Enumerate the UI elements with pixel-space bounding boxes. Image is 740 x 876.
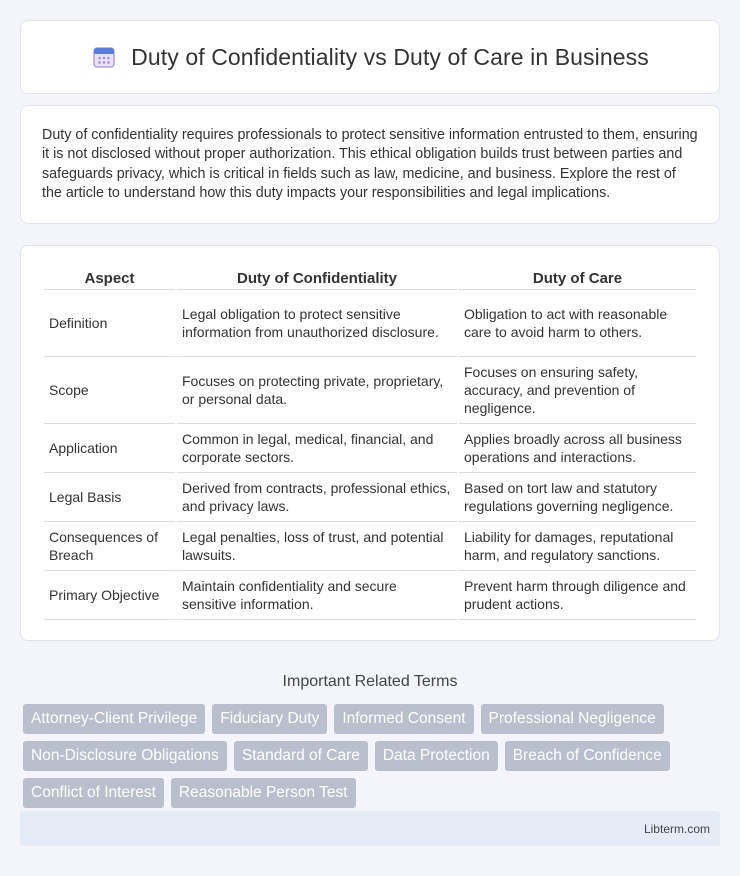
cell-aspect: Consequences of Breach	[44, 522, 175, 571]
related-terms-list	[20, 704, 720, 808]
cell-aspect: Definition	[44, 290, 175, 357]
cell-care: Focuses on ensuring safety, accuracy, and prevention of negligence.	[459, 357, 696, 424]
table-row	[44, 473, 696, 522]
cell-confidentiality: Legal penalties, loss of trust, and potential lawsuits.	[177, 522, 457, 571]
term-tag[interactable]: Conflict of Interest	[23, 778, 164, 808]
term-tag[interactable]: Data Protection	[375, 741, 498, 771]
cell-confidentiality: Common in legal, medical, financial, and corporate sectors.	[177, 424, 457, 473]
table-row	[44, 522, 696, 571]
intro-text: Duty of confidentiality requires professionals to protect sensitive information entrusted to them, ensuring it is not disclosed without proper authorization. This ethical obligation builds trust between parties and safeguards privacy, which is critical in fields such as law, medicine, and business. Explore the rest of the article to understand how this duty impacts your responsibilities and legal implications.	[42, 127, 698, 202]
term-tag[interactable]: Standard of Care	[234, 741, 368, 771]
footer	[20, 811, 720, 846]
table-row	[44, 290, 696, 357]
header-care: Duty of Care	[459, 266, 696, 290]
calendar-icon	[91, 44, 117, 70]
cell-care: Liability for damages, reputational harm, and regulatory sanctions.	[459, 522, 696, 571]
cell-aspect: Application	[44, 424, 175, 473]
intro-card	[20, 105, 720, 224]
table-header-row	[44, 266, 696, 290]
cell-confidentiality: Focuses on protecting private, proprietary, or personal data.	[177, 357, 457, 424]
header-confidentiality: Duty of Confidentiality	[177, 266, 457, 290]
term-tag[interactable]: Informed Consent	[334, 704, 473, 734]
header-card	[20, 20, 720, 94]
footer-brand-link[interactable]: Libterm.com	[643, 821, 710, 836]
table-row	[44, 571, 696, 620]
comparison-card	[20, 245, 720, 641]
cell-aspect: Legal Basis	[44, 473, 175, 522]
page-title: Duty of Confidentiality vs Duty of Care in Business	[131, 43, 649, 70]
term-tag[interactable]: Reasonable Person Test	[171, 778, 356, 808]
cell-aspect: Scope	[44, 357, 175, 424]
table-row	[44, 424, 696, 473]
term-tag[interactable]: Fiduciary Duty	[212, 704, 327, 734]
cell-confidentiality: Maintain confidentiality and secure sensitive information.	[177, 571, 457, 620]
related-terms-title: Important Related Terms	[282, 673, 458, 690]
cell-care: Obligation to act with reasonable care to avoid harm to others.	[459, 290, 696, 357]
header-aspect: Aspect	[44, 266, 175, 290]
comparison-table	[42, 266, 698, 620]
term-tag[interactable]: Attorney-Client Privilege	[23, 704, 205, 734]
term-tag[interactable]: Breach of Confidence	[505, 741, 670, 771]
cell-aspect: Primary Objective	[44, 571, 175, 620]
cell-care: Prevent harm through diligence and prudent actions.	[459, 571, 696, 620]
cell-care: Applies broadly across all business operations and interactions.	[459, 424, 696, 473]
term-tag[interactable]: Non-Disclosure Obligations	[23, 741, 227, 771]
table-row	[44, 357, 696, 424]
cell-confidentiality: Legal obligation to protect sensitive information from unauthorized disclosure.	[177, 290, 457, 357]
cell-care: Based on tort law and statutory regulations governing negligence.	[459, 473, 696, 522]
term-tag[interactable]: Professional Negligence	[481, 704, 664, 734]
cell-confidentiality: Derived from contracts, professional ethics, and privacy laws.	[177, 473, 457, 522]
